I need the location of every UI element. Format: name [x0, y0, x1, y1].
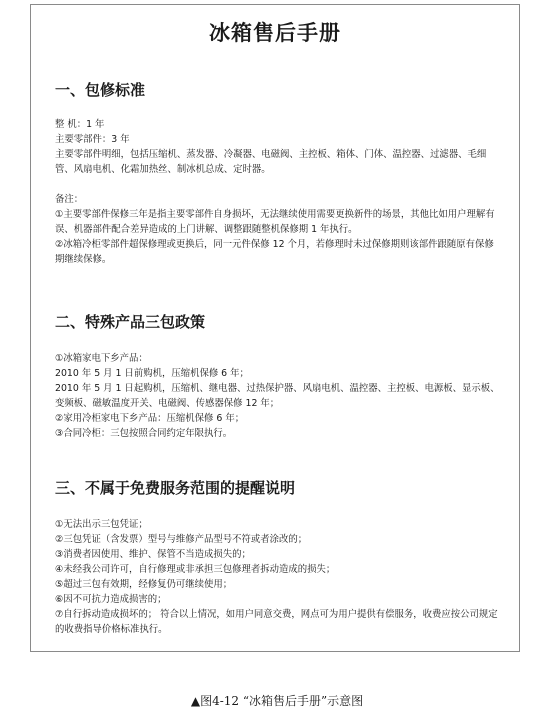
page-title: 冰箱售后手册	[209, 20, 341, 45]
warranty-main-parts: 主要零部件：3 年	[55, 134, 130, 145]
exclusion-item: ⑤超过三包有效期，经修复仍可继续使用；	[55, 579, 233, 590]
policy-line: ③合同冷柜：三包按照合同约定年限执行。	[55, 428, 233, 439]
exclusion-item: ③消费者因使用、维护、保管不当造成损失的；	[55, 549, 251, 560]
manual-page	[30, 4, 520, 652]
main-parts-detail: 主要零部件明细，包括压缩机、蒸发器、冷凝器、电磁阀、主控板、箱体、门体、温控器、过滤器、毛细管、风扇电机、化霜加热丝、制冰机总成、定时器。	[55, 149, 487, 175]
section1-body	[55, 117, 501, 267]
section2-body	[55, 351, 501, 441]
policy-line: 2010 年 5 月 1 日起购机，压缩机、继电器、过热保护器、风扇电机、温控器、主控板、电源板、显示板、变频板、磁敏温度开关、电磁阀、传感器保修 12 年；	[55, 383, 500, 409]
exclusion-item: ⑦自行拆动造成损坏的； 符合以上情况，如用户同意交费，网点可为用户提供有偿服务，收费应按公司规定的收费指导价格标准执行。	[55, 609, 498, 635]
section2-heading: 二、特殊产品三包政策	[55, 313, 206, 331]
section3-heading: 三、不属于免费服务范围的提醒说明	[55, 479, 296, 497]
exclusion-item: ④未经我公司许可，自行修理或非承担三包修理者拆动造成的损失；	[55, 564, 336, 575]
exclusion-item: ②三包凭证（含发票）型号与维修产品型号不符或者涂改的；	[55, 534, 308, 545]
exclusion-item: ①无法出示三包凭证；	[55, 519, 148, 530]
exclusion-item: ⑥因不可抗力造成损害的；	[55, 594, 167, 605]
figure-caption: ▲图4-12 “冰箱售后手册”示意图	[190, 694, 364, 708]
policy-line: ①冰箱家电下乡产品：	[55, 353, 148, 364]
note-item: ①主要零部件保修三年是指主要零部件自身损坏，无法继续使用需要更换新件的场景，其他比如用户理解有误、机器部件配合差异造成的上门讲解、调整跟随整机保修期 1 年执行。	[55, 209, 495, 235]
section1-heading: 一、包修标准	[55, 81, 146, 99]
warranty-whole-machine: 整 机：1 年	[55, 119, 105, 130]
section3-body	[55, 517, 501, 637]
note-label: 备注：	[55, 194, 84, 205]
policy-line: ②家用冷柜家电下乡产品：压缩机保修 6 年；	[55, 413, 245, 424]
note-item: ②冰箱冷柜零部件超保修理或更换后，同一元件保修 12 个月，若修理时未过保修期则该部件跟随原有保修期继续保修。	[55, 239, 494, 265]
policy-line: 2010 年 5 月 1 日前购机，压缩机保修 6 年；	[55, 368, 249, 379]
